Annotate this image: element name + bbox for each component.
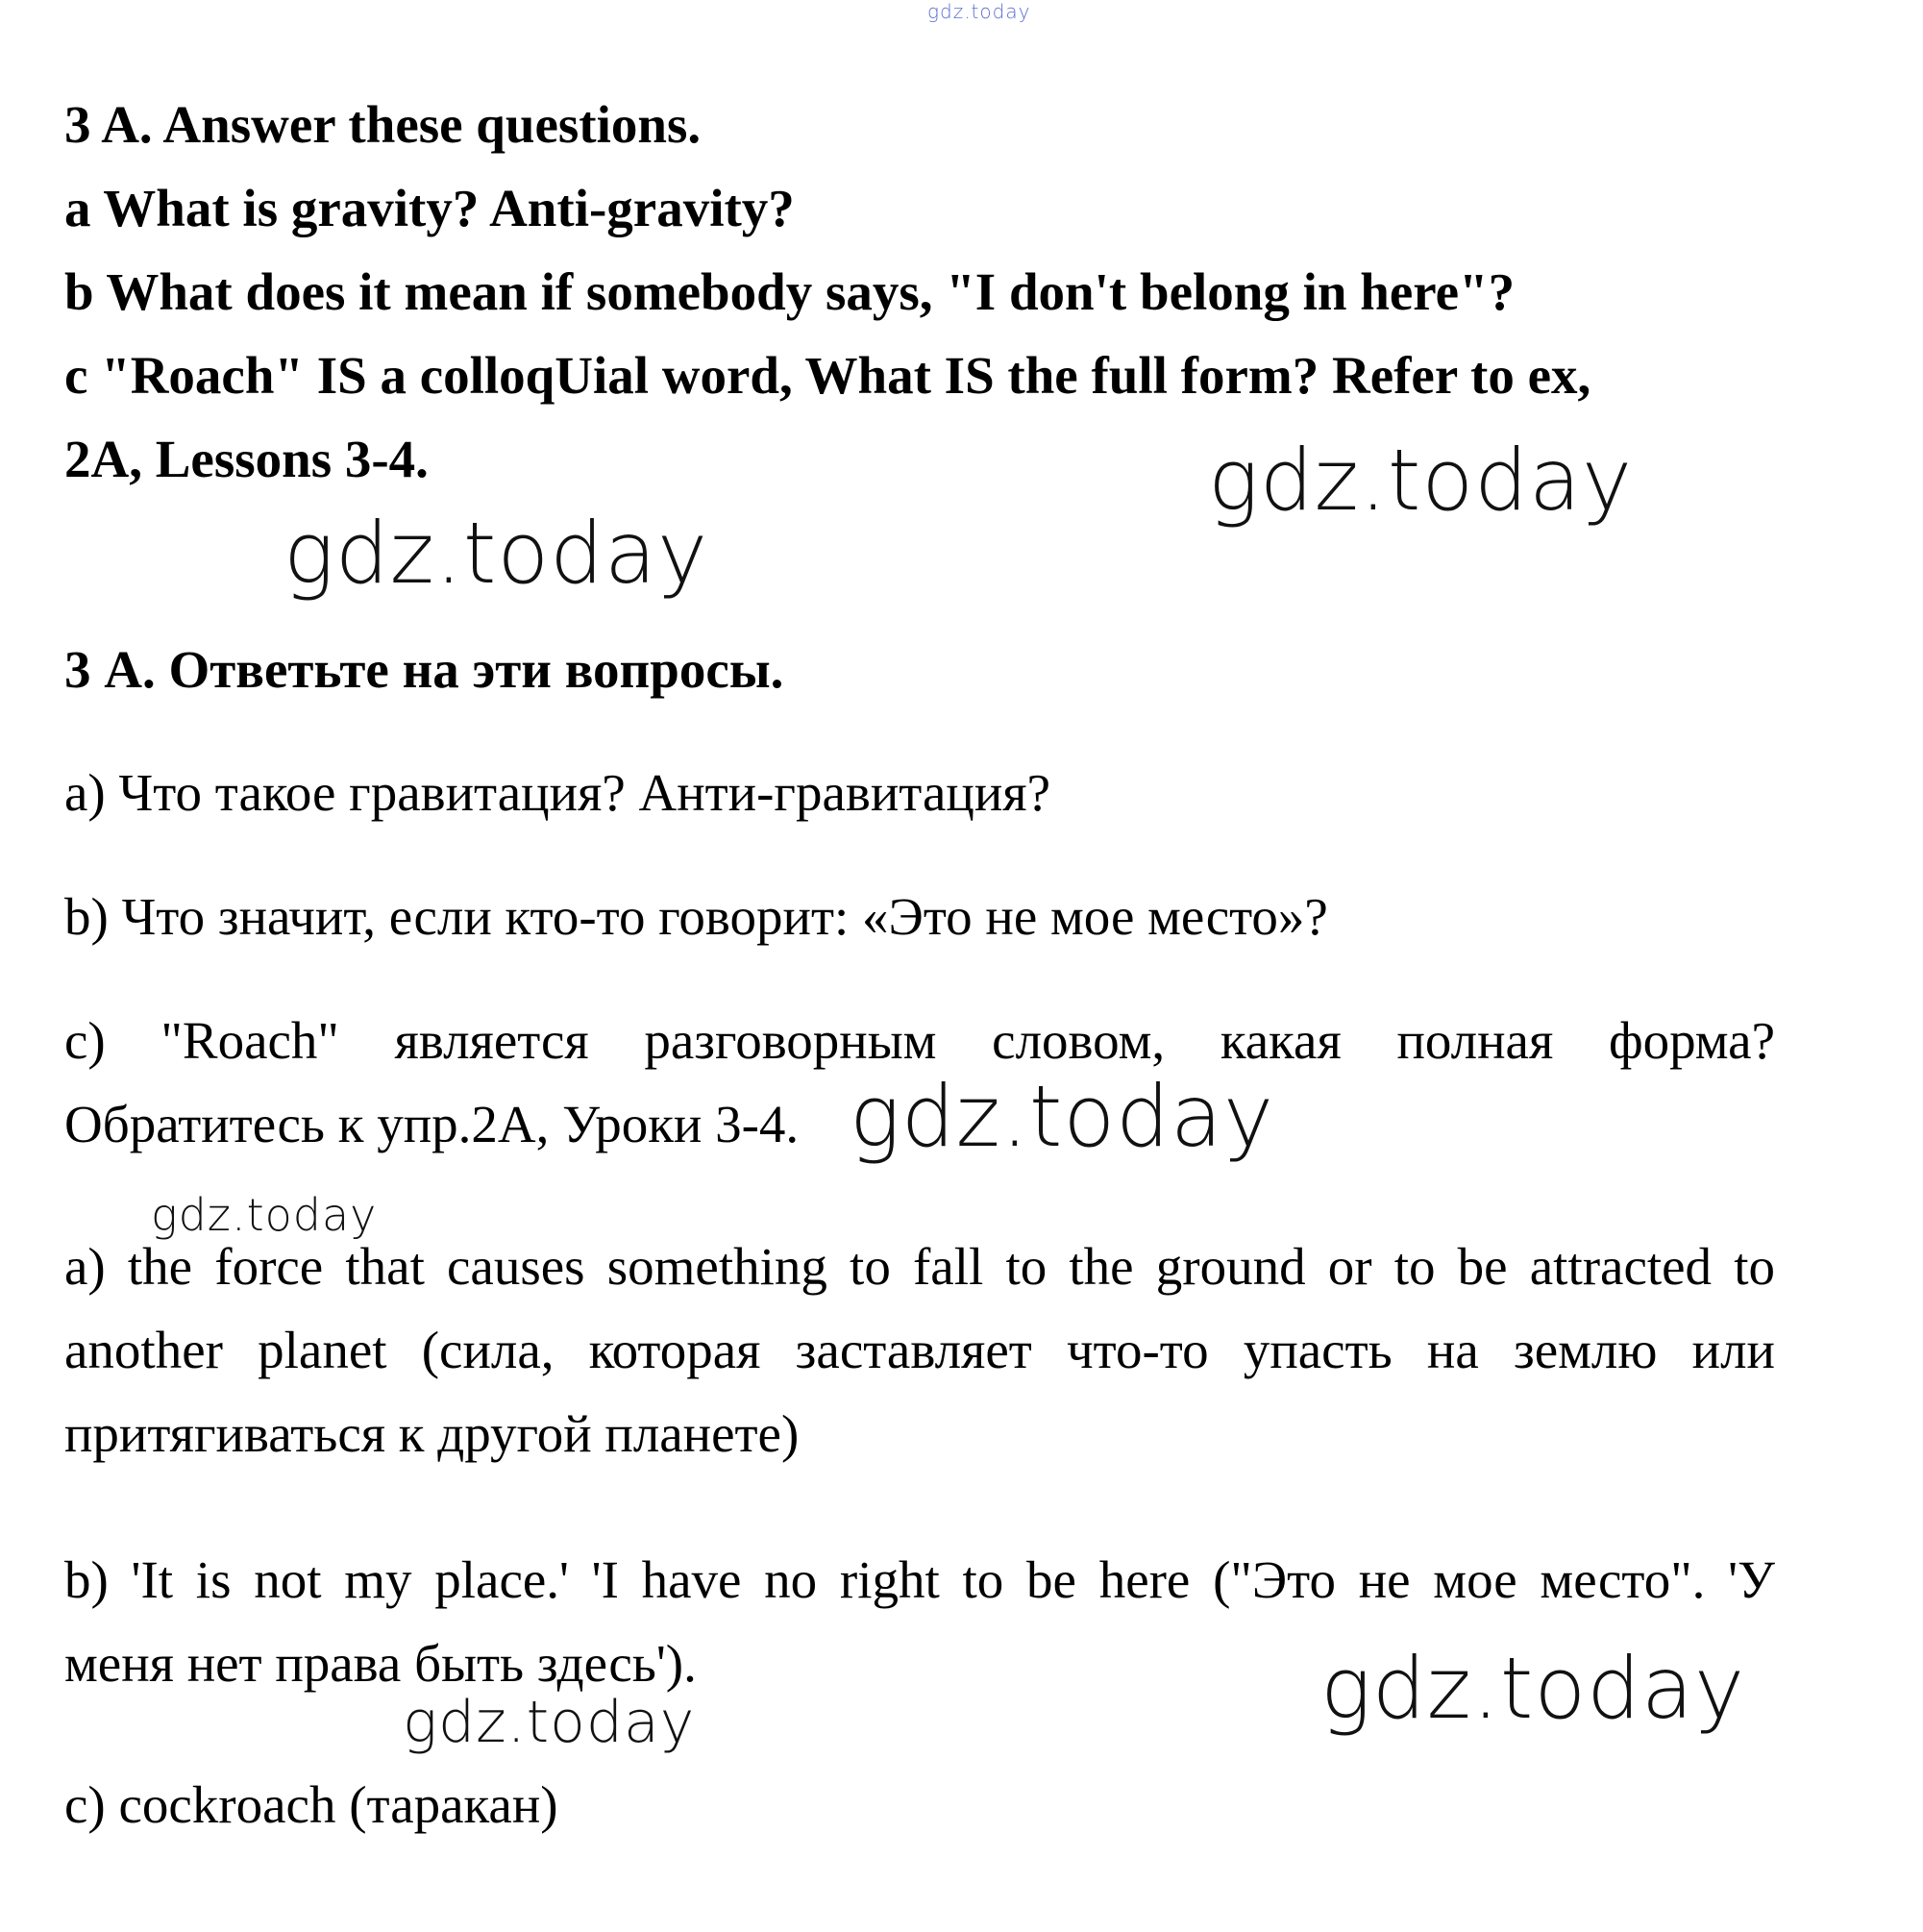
answer-a-line3: притягиваться к другой планете) (64, 1404, 800, 1463)
english-question-c-line2: 2A, Lessons 3-4. (64, 430, 429, 488)
english-heading: 3 A. Answer these questions. (64, 95, 702, 154)
russian-question-c-line1: c) "Roach" является разговорным словом, какая полная форма? (64, 1011, 1775, 1070)
watermark: gdz.today (1208, 431, 1634, 530)
watermark: gdz.today (1320, 1639, 1746, 1738)
answer-a-line1: a) the force that causes something to fall to the ground or to be attracted to (64, 1237, 1775, 1296)
russian-question-a: а) Что такое гравитация? Анти-гравитация? (64, 763, 1050, 822)
russian-question-c-line2: Обратитесь к упр.2А, Уроки 3-4. (64, 1095, 800, 1153)
english-question-b: b What does it mean if somebody says, "I don't belong in here"? (64, 262, 1516, 321)
answer-b-line1: b) 'It is not my place.' 'I have no right to be here ("Это не мое место". 'У (64, 1550, 1775, 1609)
answer-a-line2: another planet (сила, которая заставляет что-то упасть на землю или (64, 1321, 1775, 1379)
answer-c-line1: c) cockroach (таракан) (64, 1775, 558, 1834)
russian-question-b: b) Что значит, если кто-то говорит: «Это не мое место»? (64, 887, 1328, 946)
watermark: gdz.today (284, 504, 709, 603)
english-question-a: a What is gravity? Anti-gravity? (64, 179, 795, 237)
russian-heading: 3 А. Ответьте на эти вопросы. (64, 640, 784, 699)
answer-b-line2: меня нет права быть здесь'). (64, 1634, 697, 1693)
watermark: gdz.today (151, 1189, 378, 1241)
watermark: gdz.today (850, 1067, 1275, 1166)
watermark-top: gdz.today (927, 0, 1031, 23)
watermark: gdz.today (403, 1689, 696, 1756)
english-question-c-line1: c "Roach" IS a colloqUial word, What IS the full form? Refer to ex, (64, 346, 1591, 405)
